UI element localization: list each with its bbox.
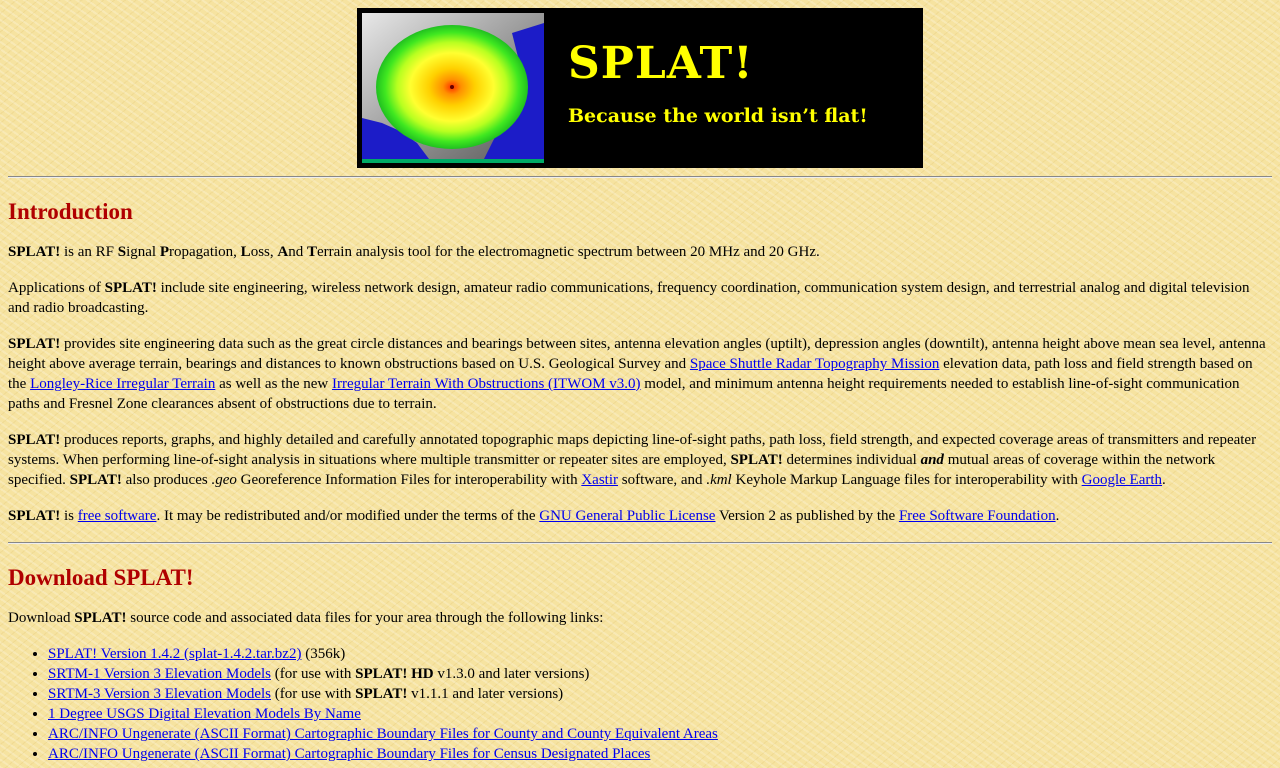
longley-rice-link[interactable]: Longley-Rice Irregular Terrain	[30, 376, 216, 392]
text: v1.3.0 and later versions)	[433, 666, 590, 682]
free-software-link[interactable]: free software	[77, 508, 157, 524]
splat-bold: SPLAT!	[8, 508, 61, 524]
coverage-map-image	[362, 13, 544, 163]
text: determines individual	[782, 452, 921, 468]
text: is an RF	[60, 244, 118, 260]
intro-paragraph-1	[8, 242, 1272, 262]
divider	[8, 176, 1272, 178]
text: Version 2 as published by the	[715, 508, 899, 524]
bold-letter: T	[306, 244, 317, 260]
text: model, and minimum antenna height requirements needed to establish line-of-sight communication paths and Fresnel Zone clearances absent of obstructions due to terrain.	[8, 376, 1240, 412]
download-heading: Download SPLAT!	[8, 565, 194, 590]
and-emphasis: and	[920, 452, 944, 468]
introduction-heading: Introduction	[8, 199, 133, 224]
text: include site engineering, wireless network design, amateur radio communications, frequency coordination, communication system design, and terrestrial analog and digital television and radio broadcasting.	[8, 280, 1250, 316]
download-item-srtm1	[48, 664, 1272, 684]
splat-bold: SPLAT!	[8, 244, 61, 260]
splat-tarball-link[interactable]: SPLAT! Version 1.4.2 (splat-1.4.2.tar.bz2)	[48, 646, 302, 662]
kml-extension: .kml	[706, 472, 732, 488]
text: ropagation,	[169, 244, 241, 260]
download-item-srtm3	[48, 684, 1272, 704]
text: is	[60, 508, 78, 524]
intro-paragraph-5	[8, 506, 1272, 526]
gpl-link[interactable]: GNU General Public License	[539, 508, 716, 524]
text: produces reports, graphs, and highly detailed and carefully annotated topographic maps depicting line-of-sight paths, path loss, field strength, and expected coverage areas of transmitters and repeater systems. When performing line-of-sight analysis in situations where multiple transmitter or repeater sites are employed,	[8, 432, 1257, 468]
splat-bold: SPLAT!	[8, 336, 61, 352]
banner-title: SPLAT!	[568, 38, 754, 89]
text: .	[1162, 472, 1166, 488]
download-item-usgs	[48, 704, 1272, 724]
banner-container	[8, 8, 1272, 168]
text: provides site engineering data such as the great circle distances and bearings between sites, antenna elevation angles (uptilt), depression angles (downtilt), antenna height above mean sea level, antenna height above average terrain, bearings and distances to known obstructions based on U.S. Geological Survey and	[8, 336, 1266, 372]
bold-letter: P	[159, 244, 170, 260]
srtm1-link[interactable]: SRTM-1 Version 3 Elevation Models	[48, 666, 271, 682]
text: ignal	[126, 244, 160, 260]
splat-bold: SPLAT!	[8, 432, 61, 448]
itwom-link[interactable]: Irregular Terrain With Obstructions (ITWOM v3.0)	[331, 376, 641, 392]
bold-letter: A	[277, 244, 289, 260]
splat-bold: SPLAT!	[355, 686, 408, 702]
text: Keyhole Markup Language files for interoperability with	[731, 472, 1082, 488]
geo-extension: .geo	[211, 472, 237, 488]
text: as well as the new	[215, 376, 332, 392]
intro-paragraph-2	[8, 278, 1272, 318]
text: (for use with	[270, 666, 356, 682]
download-item-splat	[48, 644, 1272, 664]
banner-tagline: Because the world isn’t flat!	[568, 105, 868, 127]
text: .	[1055, 508, 1060, 524]
text: . It may be redistributed and/or modified under the terms of the	[156, 508, 540, 524]
places-boundary-link[interactable]: ARC/INFO Ungenerate (ASCII Format) Cartographic Boundary Files for Census Designated Places	[48, 746, 651, 762]
splat-bold: SPLAT!	[104, 280, 157, 296]
text: nd	[288, 244, 307, 260]
google-earth-link[interactable]: Google Earth	[1081, 472, 1163, 488]
text: (356k)	[301, 646, 346, 662]
xastir-link[interactable]: Xastir	[581, 472, 618, 488]
text: elevation data, path loss and field strength based on the	[8, 356, 1253, 392]
srtm3-link[interactable]: SRTM-3 Version 3 Elevation Models	[48, 686, 271, 702]
fsf-link[interactable]: Free Software Foundation	[898, 508, 1056, 524]
text: source code and associated data files for your area through the following links:	[126, 610, 604, 626]
county-boundary-link[interactable]: ARC/INFO Ungenerate (ASCII Format) Cartographic Boundary Files for County and County Equivalent Areas	[48, 726, 718, 742]
text: oss,	[250, 244, 278, 260]
splat-banner	[357, 8, 923, 168]
download-item-county	[48, 724, 1272, 744]
splat-hd-bold: SPLAT! HD	[355, 666, 434, 682]
bold-letter: S	[117, 244, 127, 260]
text: Download	[8, 610, 75, 626]
download-item-places	[48, 744, 1272, 764]
text: also produces	[121, 472, 212, 488]
text: mutual areas of coverage within the network specified.	[8, 452, 1216, 488]
download-intro	[8, 608, 1272, 628]
text: Applications of	[8, 280, 105, 296]
intro-paragraph-3	[8, 334, 1272, 414]
text: software, and	[618, 472, 707, 488]
intro-paragraph-4	[8, 430, 1272, 490]
splat-bold: SPLAT!	[69, 472, 122, 488]
text: v1.1.1 and later versions)	[407, 686, 564, 702]
text: (for use with	[270, 686, 356, 702]
bold-letter: L	[240, 244, 251, 260]
divider	[8, 542, 1272, 544]
text: errain analysis tool for the electromagnetic spectrum between 20 MHz and 20 GHz.	[316, 244, 820, 260]
srtm-mission-link[interactable]: Space Shuttle Radar Topography Mission	[689, 356, 940, 372]
text: Georeference Information Files for interoperability with	[236, 472, 582, 488]
splat-bold: SPLAT!	[74, 610, 127, 626]
splat-bold: SPLAT!	[730, 452, 783, 468]
download-list	[8, 644, 1272, 764]
usgs-dem-link[interactable]: 1 Degree USGS Digital Elevation Models By Name	[48, 706, 361, 722]
